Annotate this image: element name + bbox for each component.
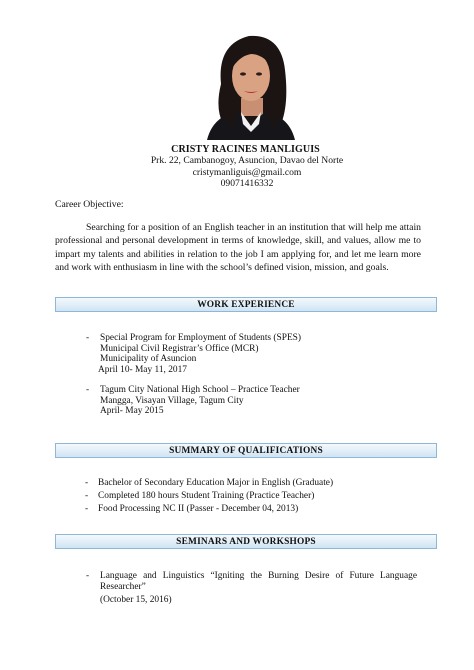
applicant-name: CRISTY RACINES MANLIGUIS xyxy=(171,144,320,155)
work-line: Municipal Civil Registrar’s Office (MCR) xyxy=(100,343,259,354)
list-dash: - xyxy=(86,333,90,343)
qualification-item xyxy=(85,491,314,501)
section-seminars: SEMINARS AND WORKSHOPS xyxy=(55,534,437,549)
seminar-item xyxy=(86,571,417,606)
qualification-text: Food Processing NC II (Passer - December 04, 2013) xyxy=(98,504,299,514)
list-dash: - xyxy=(86,385,90,395)
address: Prk. 22, Cambanogoy, Asuncion, Davao del Norte xyxy=(150,155,344,166)
work-date: April 10- May 11, 2017 xyxy=(98,364,187,375)
phone: 09071416332 xyxy=(220,178,274,189)
list-dash: - xyxy=(86,571,90,581)
profile-photo xyxy=(193,24,309,140)
list-dash: - xyxy=(85,478,89,488)
qualification-text: Bachelor of Secondary Education Major in English (Graduate) xyxy=(98,478,334,488)
seminar-date: (October 15, 2016) xyxy=(100,594,172,605)
work-line: Special Program for Employment of Students (SPES) xyxy=(100,333,302,343)
objective-heading: Career Objective: xyxy=(55,199,124,210)
work-line: Municipality of Asuncion xyxy=(100,354,197,364)
qualification-text: Completed 180 hours Student Training (Practice Teacher) xyxy=(98,491,315,501)
work-date: April- May 2015 xyxy=(100,406,164,416)
qualification-item xyxy=(85,504,298,514)
seminar-text: Language and Linguistics “Igniting the Burning Desire of Future Language Researcher” xyxy=(100,571,417,593)
email: cristymanliguis@gmail.com xyxy=(192,166,302,178)
list-dash: - xyxy=(85,504,89,514)
objective-text: Searching for a position of an English teacher in an institution that will help me attain professional and personal development in terms of knowledge, skill, and values, allow me to impart my talents and abilities in relation to the job I am applying for, and let me learn more and work with enthusiasm in line with the school’s defined vision, mission, and goals. xyxy=(55,222,421,274)
work-entry xyxy=(86,333,301,375)
work-entry xyxy=(86,385,300,417)
section-qualifications: SUMMARY OF QUALIFICATIONS xyxy=(55,443,437,458)
work-line: Mangga, Visayan Village, Tagum City xyxy=(100,395,244,406)
qualification-item xyxy=(85,478,333,488)
work-line: Tagum City National High School – Practice Teacher xyxy=(100,385,300,395)
list-dash: - xyxy=(85,491,89,501)
section-work-experience: WORK EXPERIENCE xyxy=(55,297,437,312)
contact-header xyxy=(0,144,474,190)
